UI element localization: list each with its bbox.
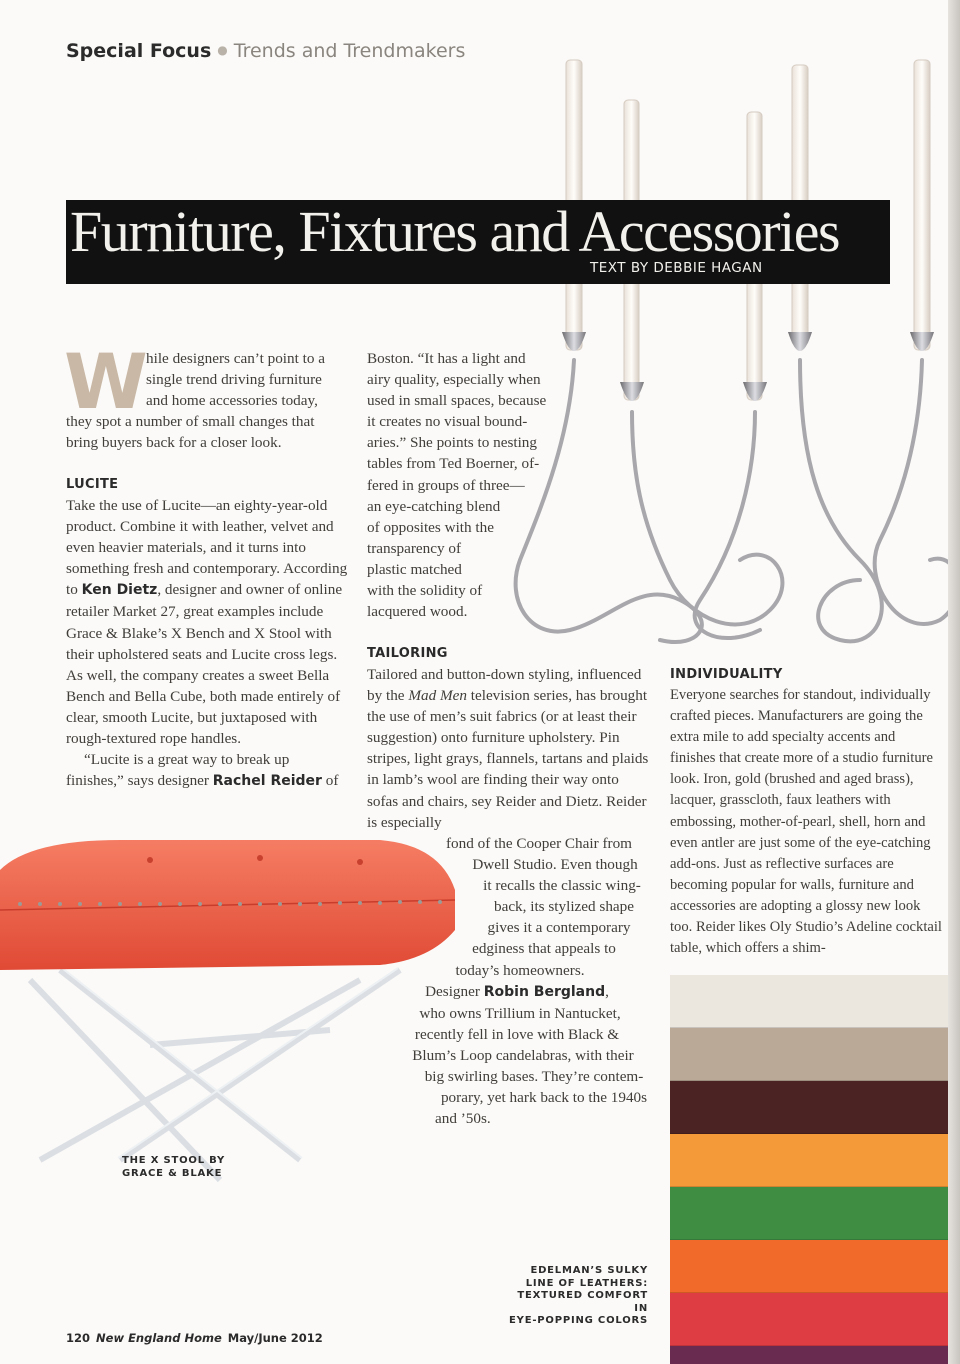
mad-men-title: Mad Men <box>408 687 467 705</box>
body-line: Blum’s Loop candelabras, with their <box>412 1046 634 1064</box>
section-name: Special Focus <box>66 40 212 62</box>
intro-line: they spot a number of small changes that <box>66 413 315 430</box>
magazine-name: New England Home <box>96 1331 222 1345</box>
lucite-text: Take the use of Lucite—an eighty-year-old product. Combine it with leather, velvet and even heavier materials, and it turns into something fresh and contemporary. According to <box>66 497 348 599</box>
candelabra-image <box>500 40 960 660</box>
leathers-caption <box>500 1265 648 1328</box>
leather-swatch <box>670 1081 960 1134</box>
tailoring-paragraph <box>367 664 651 833</box>
body-line: fered in groups of three— <box>367 476 525 494</box>
ken-dietz-name: Ken Dietz <box>81 582 158 599</box>
tailoring-heading: TAILORING <box>367 646 448 661</box>
leather-swatch <box>670 975 960 1028</box>
body-text: Designer <box>425 982 484 1000</box>
body-line: gives it a contemporary <box>487 919 631 937</box>
col2-body <box>367 348 567 622</box>
leather-swatch <box>670 1187 960 1240</box>
intro-line: hile designers can’t point to a <box>146 350 325 367</box>
lucite-heading: LUCITE <box>66 477 119 492</box>
lucite-paragraph-2 <box>66 749 348 792</box>
lucite-text: of <box>321 772 339 790</box>
leather-swatch <box>670 1028 960 1081</box>
leather-swatch <box>670 1134 960 1187</box>
body-line: airy quality, especially when <box>367 371 541 389</box>
body-line: and ’50s. <box>435 1110 491 1128</box>
tailoring-body <box>367 664 651 833</box>
caption-line: EYE-POPPING COLORS <box>509 1315 648 1326</box>
page-number: 120 <box>66 1331 91 1345</box>
intro-indented <box>146 348 346 411</box>
individuality-body <box>670 685 944 959</box>
body-line: used in small spaces, because <box>367 392 547 410</box>
body-line <box>367 981 657 1003</box>
caption-line: THE X STOOL BY <box>122 1155 226 1166</box>
caption-line: GRACE & BLAKE <box>122 1167 223 1179</box>
body-line: tables from Ted Boerner, of- <box>367 455 540 473</box>
subsection-name: Trends and Trendmakers <box>233 40 466 62</box>
body-line: aries.” She points to nesting <box>367 434 537 452</box>
article-title: Furniture, Fixtures and Accessories <box>70 199 840 264</box>
separator-dot: ● <box>217 43 228 57</box>
leather-swatch <box>670 1293 960 1346</box>
lucite-text: , designer and owner of online retailer Market 27, great examples include Grace & Blake’s X Bench and X Stool with their upholstered seats and Lucite cross legs. As well, the company creates a sweet Bella Bench and Bella Cube, both made entirely of clear, smooth Lucite, but juxtaposed with rough-textured rope handles. <box>66 581 343 748</box>
lucite-paragraph-1 <box>66 495 348 749</box>
body-line: recently fell in love with Black & <box>414 1025 620 1043</box>
body-line: Dwell Studio. Even though <box>472 856 638 874</box>
body-line: today’s homeowners. <box>455 961 585 979</box>
body-line: porary, yet hark back to the 1940s <box>440 1089 648 1107</box>
leather-swatch <box>670 1346 960 1364</box>
intro-full <box>66 411 351 453</box>
body-line: fond of the Cooper Chair from <box>445 835 632 852</box>
body-line: Boston. “It has a light and <box>367 350 526 367</box>
leathers-image <box>670 975 960 1364</box>
body-line: plastic matched <box>367 560 462 578</box>
body-line: lacquered wood. <box>367 603 468 621</box>
body-line: it creates no visual bound- <box>367 413 528 431</box>
robin-bergland-name: Robin Bergland <box>483 983 606 1000</box>
body-line: transparency of <box>367 539 462 557</box>
body-line: who owns Trillium in Nantucket, <box>419 1004 621 1022</box>
body-line: it recalls the classic wing- <box>483 877 641 895</box>
lucite-body <box>66 495 348 792</box>
caption-line: EDELMAN’S SULKY <box>530 1265 648 1276</box>
individuality-heading: INDIVIDUALITY <box>670 667 783 682</box>
caption-line: TEXTURED COMFORT IN <box>517 1290 648 1314</box>
byline: TEXT BY DEBBIE HAGAN <box>590 260 763 276</box>
issue-date: May/June 2012 <box>227 1331 323 1345</box>
page-edge <box>948 0 960 1364</box>
tailoring-text: Tailored and button-down styling, influenced by the <box>367 666 642 705</box>
rachel-reider-name: Rachel Reider <box>212 773 322 790</box>
tailoring-wrapped <box>367 833 657 1129</box>
body-line: edginess that appeals to <box>472 940 616 958</box>
tailoring-text: television series, has brought the use of men’s suit fabrics (or at least their suggestion) onto furniture upholstery. Pin stripes, light grays, flannels, tartans and plaids in lamb’s wool are finding their way onto sofas and chairs, sey Reider and Dietz. Reider is especially <box>367 687 649 831</box>
body-line: back, its stylized shape <box>493 898 635 916</box>
intro-line: and home accessories today, <box>146 392 318 410</box>
body-line: big swirling bases. They’re contem- <box>424 1068 644 1086</box>
page-footer <box>66 1331 323 1345</box>
intro-line: single trend driving furniture <box>146 371 322 389</box>
individuality-paragraph: Everyone searches for standout, individually crafted pieces. Manufacturers are going the extra mile to add specialty accents and finishes that create more of a studio furniture look. Iron, gold (brushed and aged brass), lacquer, grasscloth, faux leathers with embossing, mother-of-pearl, shell, horn and even antler are just some of the eye-catching add-ons. Just as reflective surfaces are becoming popular for walls, furniture and accessories are adopting a glossy new look too. Reider likes Oly Studio’s Adeline cocktail table, which offers a shim- <box>670 687 942 957</box>
body-text: , <box>605 982 609 1000</box>
body-line: an eye-catching blend <box>367 497 501 515</box>
body-line: of opposites with the <box>367 518 494 536</box>
section-header <box>66 40 465 62</box>
body-line: with the solidity of <box>367 582 483 600</box>
intro-line: bring buyers back for a closer look. <box>66 434 282 452</box>
stool-caption <box>122 1155 232 1180</box>
caption-line: LINE OF LEATHERS: <box>525 1277 648 1289</box>
lucite-text: “Lucite is a great way to break up finishes,” says designer <box>66 751 290 790</box>
leather-swatch <box>670 1240 960 1293</box>
drop-cap: W <box>64 337 148 426</box>
